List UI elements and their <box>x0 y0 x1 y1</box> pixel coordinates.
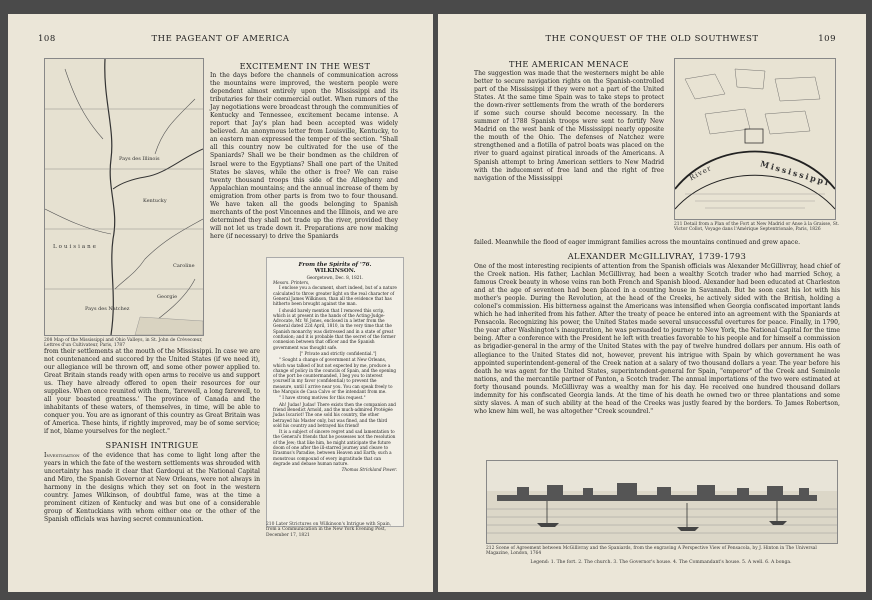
fort-map-label-river: River <box>688 163 714 183</box>
section-title-spanish-intrigue: SPANISH INTRIGUE <box>105 440 199 450</box>
text-american-menace-end: failed. Meanwhile the flood of eager immigrant families across the mountains continued and grew apace. <box>474 239 801 246</box>
page-number-left: 108 <box>38 34 56 44</box>
clipping-paragraph: Ah! Judas! Judas! There exists then the companion and friend Benedict Arnold, and the much-admired Protégée Judas Iscariot! The one sold his country, the other betrayed his Master only, but was fined, and the third sold his country and betrayed his friend! <box>273 401 396 428</box>
text-excitement-upper: In the days before the channels of communication across the mountains were improved, the western people were dependent almost entirely upon the Mississippi and its tributaries for their commercial outlet. When rumors of the Jay negotiations were broadcast through the communities of Kentucky and Tennessee, excitement became intense. A report that Jay's plan had been accepted was widely believed. An anonymous letter from Louisville, Kentucky, to an eastern man expressed the temper of the section. "Shall all this country now be cultivated for the use of the Spaniards? Shall we be their bondmen as the children of Israel were to the Egyptians? Shall one part of the United States be slaves, while the other is free? We can raise twenty thousand troops this side of the Allegheny and Appalachian mountains; and the annual increase of them by emigration from other parts is from two to four thousand. We have taken all the goods belonging to Spanish merchants of the post Vincennes and the Illinois, and we are determined they shall not trade up the river, provided they will not let us trade down it. Preparations are now making here (if necessary) to drive the Spaniards <box>210 72 398 240</box>
clipping-paragraph: [" Private and strictly confidential."] <box>299 350 377 356</box>
clipping-paragraph: " Sought a change of government at New Orleans, which was talked of but not expected by me, produce a change of policy in the councils of Spain, and the opening of the port be countermanded, I beg you to interest yourself in my favor (confidential) to prevent the measure, until I arrive near you. You can speak freely to the Marquis de Casa Calvo or the intendant from me. <box>273 357 397 395</box>
clipping-paragraph: I enclose you a document, short indeed, but of a nature calculated to throw greater light on the real character of General James Wilkinson, than all the evidence that has hitherto been brought against the man. <box>273 285 397 307</box>
map-caption-208: 208 Map of the Mississippi and Ohio Valleys, in St. John de Crèvecœur, Lettres d'un Cultivateur, Paris, 1787 <box>44 338 203 349</box>
map-drawing <box>45 59 203 335</box>
view-caption-212: 212 Scene of Agreement between McGillivray and the Spaniards, from the engraving A Perspective View of Pensacola, by J. Hinton in The Universal Magazine, London, 1764 <box>486 546 817 557</box>
spanish-intrigue-lead: Investigation <box>44 452 80 459</box>
running-head-left: THE PAGEANT OF AMERICA <box>151 34 290 44</box>
text-mcgillivray: One of the most interesting recipients of attention from the Spanish officials was Alexander McGillivray, head chief of the Creek nation. His father, Lachlan McGillivray, had been a wealthy Scotch trader who had married Schoy, a famous Creek beauty in whose veins ran both French and Spanish blood. Alexander had been educated at Charleston and at the age of seventeen had been placed in a counting house in Savannah. But he soon cast his lot with his mother's people. During the Revolution, at the head of the Creeks, he actively sided with the British, holding a colonel's commission. His bitterness against the Americans was intensified when Georgia confiscated important lands which he had inherited from his father. After the treaty of peace he entered into an agreement with the Spaniards at Pensacola. Recognizing his power, the United States made several unsuccessful overtures for peace. Finally, in 1790, the year after Washington's inauguration, he was persuaded to journey to New York, the National Capital for the time being. After a conference with the President he left with treaties favorable to his people and for himself a commission as brigadier-general in the army of the United States with the pay of twelve hundred dollars per annum. His oath of allegiance to the United States did not, however, prevent his intrigue with Spain by which government he was appointed superintendent-general of the Creek nation at a salary of two thousand dollars a year. The year before his death he was agent for the United States, superintendent-general for Spain, "emperor" of the Creek and Seminole nations, and the mercantile partner of Panton, a Scotch trader. The annual importations of the two were estimated at forty thousand pounds. McGillivray was a wealthy man for his day. He received one hundred thousand dollars indemnity for his confiscated Georgia lands. At the time of his death he owned two or three plantations and some sixty slaves. A man of such ability at the head of the Creeks was justly feared by the borders. To James Robertson, who knew him well, he was altogether "Creek scoundrel." <box>474 263 840 415</box>
engraving-legend: Legend: 1. The fort. 2. The church. 3. The Governor's house. 4. The Commandant's house. 5. A well. 6. A bonga. <box>530 560 792 565</box>
page-number-right: 109 <box>818 34 836 44</box>
running-head-right: THE CONQUEST OF THE OLD SOUTHWEST <box>545 34 759 44</box>
wilkinson-clipping <box>266 257 404 527</box>
clipping-salutation: Messrs. Printers, <box>273 280 310 286</box>
map-label-natchez: Pays des Natchez <box>85 306 130 312</box>
map-label-georgie: Georgie <box>157 294 178 300</box>
clipping-caption-210: 210 Later Strictures on Wilkinson's Intrigue with Spain, from a Communication in the New York Evening Post, December 17, 1821 <box>266 522 392 538</box>
map-label-illinois: Pays des Illinois <box>119 156 160 162</box>
clipping-dateline: Georgetown, Dec. 8, 1821. <box>306 274 364 280</box>
new-madrid-fort-map <box>674 58 836 220</box>
map-caption-211: 211 Detail from a Plan of the Fort at New Madrid or Anse à la Graisse, St. Victor Collot, Voyage dans l'Amérique Septentrionale, Paris, 1826 <box>674 222 840 233</box>
left-page <box>8 14 433 592</box>
clipping-name: WILKINSON. <box>314 268 356 275</box>
text-american-menace: The suggestion was made that the westerners might be able better to secure navigation rights on the Spanish-controlled part of the Mississippi if they were not a part of the United States. At the same time Spain was to take steps to protect the down-river settlements from the wrath of the borderers if some such course should become necessary. In the summer of 1788 Spanish troops were sent to fortify New Madrid on the west bank of the Mississippi nearly opposite the mouth of the Ohio. The defenses of Natchez were strengthened and a flotilla of patrol boats was placed on the river to guard against piratical inroads of the Americans. A Spanish attempt to bring American settlers to New Madrid with the inducement of free land and the right of free navigation of the Mississippi <box>474 70 664 182</box>
mississippi-ohio-map <box>44 58 204 336</box>
section-title-american-menace: THE AMERICAN MENACE <box>508 59 630 69</box>
right-page <box>438 14 866 592</box>
engraving-drawing <box>487 461 837 543</box>
map-label-kentucky: Kentucky <box>143 198 167 204</box>
clipping-signature: Thomas Strickland Power. <box>341 467 397 473</box>
clipping-paragraph: It is a subject of sincere regret and sad lamentation to the General's friends that he possesses not the resolution of the Jew; that like him, he might anticipate the future doom of one after the ill-starred journey and cleave to Erasmus's Paradise, between Heaven and Earth; such a monstrous compound of every ingratitude that can degrade and debase human nature. <box>273 429 396 466</box>
clipping-heading: From the Spirits of '76. <box>298 262 372 268</box>
map-label-louisiane: Louisiane <box>53 244 98 250</box>
fort-map-drawing <box>675 59 835 219</box>
fort-map-label-mississippi: Mississippi <box>759 158 832 188</box>
text-spanish-intrigue <box>44 452 260 552</box>
spanish-intrigue-body: of the evidence that has come to light long after the years in which the fate of the western settlements was shrouded with uncertainty has made it clear that Gardoqui at the National Capital and Miro, the Spanish Governor at New Orleans, were not always in harmony in the designs which they set on foot in the western country. James Wilkinson, of doubtful fame, was at the time a prominent citizen of Kentucky and was but one of a considerable group of Kentuckians with whom either one or the other of the Spanish officials was having secret communication. <box>44 452 261 524</box>
section-title-excitement: EXCITEMENT IN THE WEST <box>239 61 371 71</box>
clipping-paragraph: I should barely mention that I removed this scrip, which is at present in the hands of the Acting-Judge-Advocate, Mr. W. Jones, enclosed in a letter from the General dated 22d April, 1810, in the very time that the Spanish monarchy was distressed and in a state of great confusion; and it is probable that the secret of the former connexion between that officer and the Spanish government was thought safe. <box>273 307 396 350</box>
pensacola-view-engraving <box>486 460 838 544</box>
text-excitement-lower: from their settlements at the mouth of the Mississippi. In case we are not countenanced and succored by the United States (if we need it), our allegiance will be thrown off, and some other power applied to. Great Britain stands ready with open arms to receive us and support us. They have already offered to open their resources for our supplies. When once reunited with them, 'farewell, a long farewell, to all your boasted greatness.' The province of Canada and the inhabitants of these waters, of themselves, in time, will be able to conquer you. You are as ignorant of this country as Great Britain was of America. These hints, if rightly improved, may be of some service; if not, blame yourselves for the neglect." <box>44 348 260 436</box>
section-title-mcgillivray: ALEXANDER McGILLIVRAY, 1739-1793 <box>567 251 747 261</box>
map-label-caroline: Caroline <box>173 263 195 269</box>
clipping-paragraph: " I have strong motives for this request." <box>279 395 366 401</box>
